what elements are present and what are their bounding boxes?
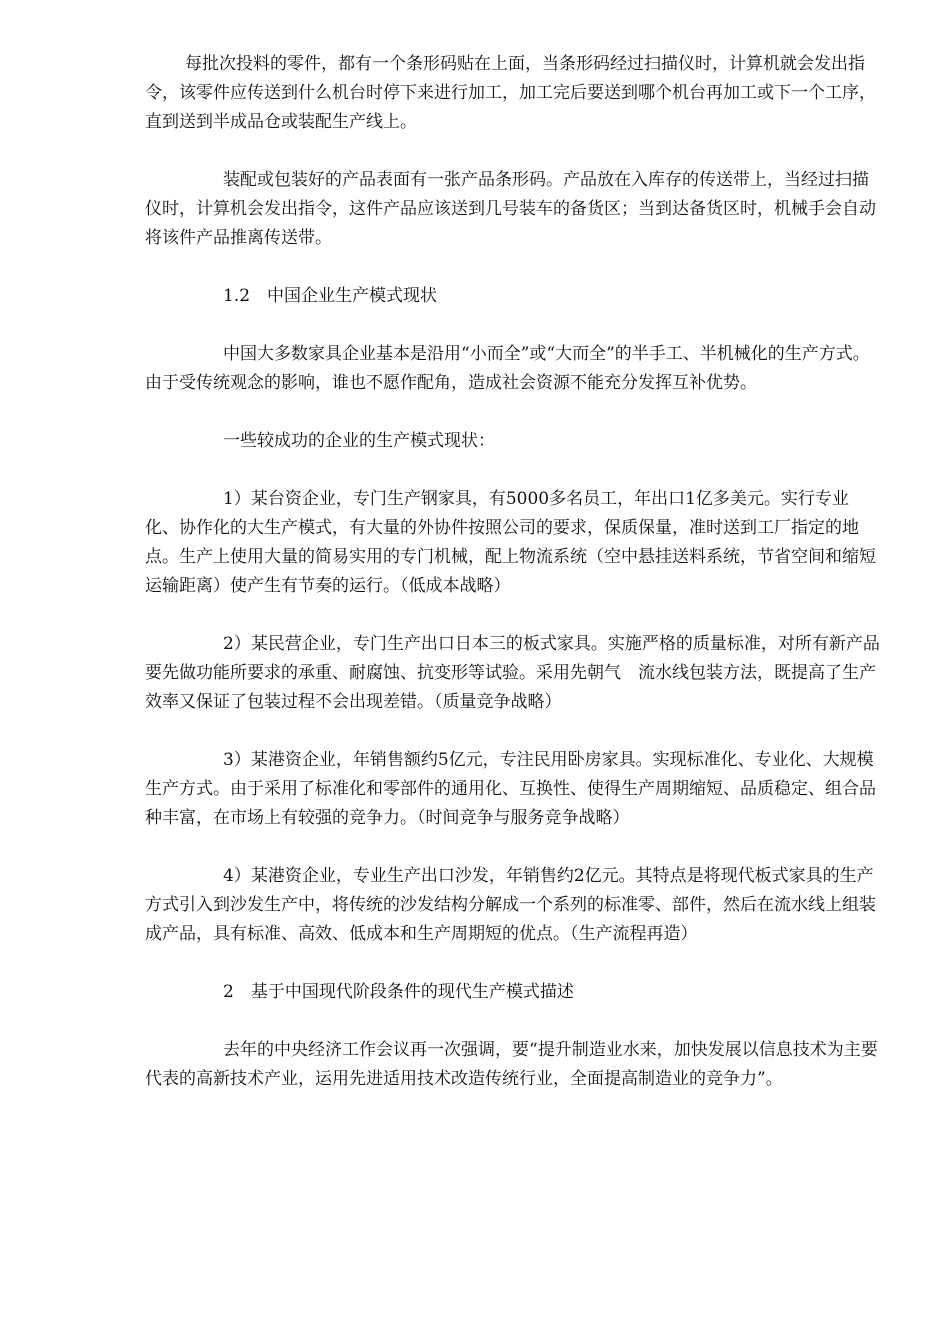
paragraph-case-3: 3）某港资企业，年销售额约5亿元，专注民用卧房家具。实现标准化、专业化、大规模生产方式。由于采用了标准化和零部件的通用化、互换性、使得生产周期缩短、品质稳定、组合品种丰富，在市场上有较强的竞争力。（时间竞争与服务竞争战略） bbox=[145, 750, 876, 828]
document-body bbox=[145, 50, 880, 1123]
paragraph-barcode-products: 装配或包装好的产品表面有一张产品条形码。产品放在入库存的传送带上，当经过扫描仪时，计算机会发出指令，这件产品应该送到几号装车的备货区；当到达备货区时，机械手会自动将该件产品推离传送带。 bbox=[145, 170, 876, 248]
paragraph-case-2: 2）某民营企业，专门生产出口日本三的板式家具。实施严格的质量标准，对所有新产品要先做功能所要求的承重、耐腐蚀、抗变形等试验。采用先朝气 流水线包装方法，既提高了生产效率又保证了包装过程不会出现差错。（质量竞争战略） bbox=[145, 634, 880, 712]
section-heading-1-2: 1.2 中国企业生产模式现状 bbox=[223, 286, 438, 306]
paragraph-china-status: 中国大多数家具企业基本是沿用“小而全”或“大而全”的半手工、半机械化的生产方式。由于受传统观念的影响，谁也不愿作配角，造成社会资源不能充分发挥互补优势。 bbox=[145, 344, 870, 393]
paragraph-successful-intro: 一些较成功的企业的生产模式现状： bbox=[223, 431, 495, 451]
paragraph-barcode-parts: 每批次投料的零件，都有一个条形码贴在上面，当条形码经过扫描仪时，计算机就会发出指令，该零件应传送到什么机台时停下来进行加工，加工完后要送到哪个机台再加工或下一个工序，直到送到半成品仓或装配生产线上。 bbox=[145, 54, 876, 132]
paragraph-case-1: 1）某台资企业，专门生产钢家具，有5000多名员工，年出口1亿多美元。实行专业化、协作化的大生产模式，有大量的外协件按照公司的要求，保质保量，准时送到工厂指定的地点。生产上使用大量的简易实用的专门机械，配上物流系统（空中悬挂送料系统，节省空间和缩短运输距离）使产生有节奏的运行。（低成本战略） bbox=[145, 489, 876, 596]
paragraph-case-4: 4）某港资企业，专业生产出口沙发，年销售约2亿元。其特点是将现代板式家具的生产方式引入到沙发生产中，将传统的沙发结构分解成一个系列的标准零、部件，然后在流水线上组装成产品，具有标准、高效、低成本和生产周期短的优点。（生产流程再造） bbox=[145, 866, 876, 944]
paragraph-economic-conference: 去年的中央经济工作会议再一次强调，要“提升制造业水来，加快发展以信息技术为主要代表的高新技术产业，运用先进适用技术改造传统行业，全面提高制造业的竞争力”。 bbox=[145, 1040, 878, 1089]
section-heading-2: 2 基于中国现代阶段条件的现代生产模式描述 bbox=[223, 982, 574, 1002]
